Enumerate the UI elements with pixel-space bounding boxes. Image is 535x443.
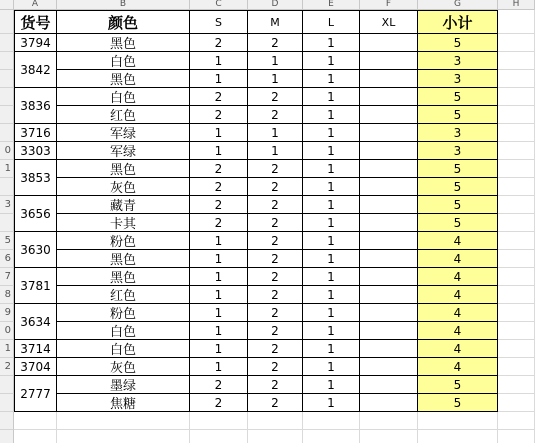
grid-cell[interactable] bbox=[498, 376, 535, 394]
size-xl-cell[interactable] bbox=[360, 304, 418, 322]
grid-cell[interactable] bbox=[190, 430, 248, 443]
row-header[interactable] bbox=[0, 178, 14, 196]
row-header[interactable]: 8 bbox=[0, 286, 14, 304]
grid-cell[interactable] bbox=[303, 430, 360, 443]
size-xl-cell[interactable] bbox=[360, 358, 418, 376]
grid-cell[interactable] bbox=[14, 430, 57, 443]
size-xl-cell[interactable] bbox=[360, 214, 418, 232]
grid-cell[interactable] bbox=[498, 142, 535, 160]
subtotal-cell[interactable]: 4 bbox=[418, 268, 498, 286]
size-m-cell[interactable]: 2 bbox=[248, 34, 303, 52]
size-xl-cell[interactable] bbox=[360, 142, 418, 160]
size-l-cell[interactable]: 1 bbox=[303, 340, 360, 358]
size-l-cell[interactable]: 1 bbox=[303, 196, 360, 214]
size-xl-cell[interactable] bbox=[360, 34, 418, 52]
row-header[interactable]: 1 bbox=[0, 160, 14, 178]
row-header[interactable]: 9 bbox=[0, 304, 14, 322]
size-m-cell[interactable]: 2 bbox=[248, 358, 303, 376]
column-header-f[interactable]: F bbox=[360, 0, 418, 10]
row-header[interactable] bbox=[0, 214, 14, 232]
size-m-cell[interactable]: 2 bbox=[248, 178, 303, 196]
size-l-cell[interactable]: 1 bbox=[303, 268, 360, 286]
size-m-cell[interactable]: 1 bbox=[248, 70, 303, 88]
subtotal-cell[interactable]: 5 bbox=[418, 34, 498, 52]
size-l-cell[interactable]: 1 bbox=[303, 214, 360, 232]
size-s-cell[interactable]: 1 bbox=[190, 70, 248, 88]
column-header-b[interactable]: B bbox=[57, 0, 190, 10]
grid-cell[interactable] bbox=[498, 10, 535, 34]
grid-cell[interactable] bbox=[57, 430, 190, 443]
size-xl-cell[interactable] bbox=[360, 340, 418, 358]
subtotal-cell[interactable]: 3 bbox=[418, 142, 498, 160]
grid-cell[interactable] bbox=[498, 286, 535, 304]
header-size-xl[interactable]: XL bbox=[360, 10, 418, 34]
grid-cell[interactable] bbox=[498, 322, 535, 340]
grid-cell[interactable] bbox=[418, 430, 498, 443]
size-m-cell[interactable]: 1 bbox=[248, 52, 303, 70]
subtotal-cell[interactable]: 5 bbox=[418, 88, 498, 106]
size-s-cell[interactable]: 2 bbox=[190, 34, 248, 52]
subtotal-cell[interactable]: 5 bbox=[418, 106, 498, 124]
size-xl-cell[interactable] bbox=[360, 268, 418, 286]
size-m-cell[interactable]: 2 bbox=[248, 286, 303, 304]
size-s-cell[interactable]: 2 bbox=[190, 376, 248, 394]
row-header[interactable] bbox=[0, 430, 14, 443]
item-number-cell[interactable]: 3716 bbox=[14, 124, 57, 142]
header-size-m[interactable]: M bbox=[248, 10, 303, 34]
column-header-g[interactable]: G bbox=[418, 0, 498, 10]
size-xl-cell[interactable] bbox=[360, 88, 418, 106]
color-cell[interactable]: 墨绿 bbox=[57, 376, 190, 394]
size-m-cell[interactable]: 2 bbox=[248, 322, 303, 340]
column-header-a[interactable]: A bbox=[14, 0, 57, 10]
color-cell[interactable]: 粉色 bbox=[57, 304, 190, 322]
color-cell[interactable]: 焦糖 bbox=[57, 394, 190, 412]
subtotal-cell[interactable]: 5 bbox=[418, 196, 498, 214]
row-header[interactable] bbox=[0, 10, 14, 34]
row-header[interactable]: 3 bbox=[0, 196, 14, 214]
column-header-c[interactable]: C bbox=[190, 0, 248, 10]
grid-cell[interactable] bbox=[190, 412, 248, 430]
color-cell[interactable]: 白色 bbox=[57, 88, 190, 106]
size-l-cell[interactable]: 1 bbox=[303, 286, 360, 304]
size-s-cell[interactable]: 1 bbox=[190, 52, 248, 70]
row-header[interactable] bbox=[0, 88, 14, 106]
size-l-cell[interactable]: 1 bbox=[303, 124, 360, 142]
color-cell[interactable]: 白色 bbox=[57, 322, 190, 340]
size-xl-cell[interactable] bbox=[360, 124, 418, 142]
grid-cell[interactable] bbox=[498, 412, 535, 430]
size-l-cell[interactable]: 1 bbox=[303, 394, 360, 412]
color-cell[interactable]: 白色 bbox=[57, 340, 190, 358]
size-m-cell[interactable]: 2 bbox=[248, 340, 303, 358]
header-size-l[interactable]: L bbox=[303, 10, 360, 34]
row-header[interactable] bbox=[0, 34, 14, 52]
size-l-cell[interactable]: 1 bbox=[303, 178, 360, 196]
color-cell[interactable]: 藏青 bbox=[57, 196, 190, 214]
row-header[interactable]: 1 bbox=[0, 340, 14, 358]
grid-cell[interactable] bbox=[498, 106, 535, 124]
grid-cell[interactable] bbox=[498, 214, 535, 232]
grid-cell[interactable] bbox=[498, 358, 535, 376]
size-m-cell[interactable]: 2 bbox=[248, 106, 303, 124]
size-m-cell[interactable]: 1 bbox=[248, 124, 303, 142]
size-xl-cell[interactable] bbox=[360, 178, 418, 196]
size-xl-cell[interactable] bbox=[360, 70, 418, 88]
grid-cell[interactable] bbox=[498, 34, 535, 52]
size-m-cell[interactable]: 2 bbox=[248, 250, 303, 268]
size-xl-cell[interactable] bbox=[360, 196, 418, 214]
header-color[interactable]: 颜色 bbox=[57, 10, 190, 34]
size-s-cell[interactable]: 2 bbox=[190, 106, 248, 124]
size-m-cell[interactable]: 2 bbox=[248, 88, 303, 106]
size-s-cell[interactable]: 2 bbox=[190, 394, 248, 412]
item-number-cell[interactable]: 3714 bbox=[14, 340, 57, 358]
subtotal-cell[interactable]: 5 bbox=[418, 160, 498, 178]
size-m-cell[interactable]: 2 bbox=[248, 232, 303, 250]
grid-cell[interactable] bbox=[498, 52, 535, 70]
grid-cell[interactable] bbox=[248, 412, 303, 430]
grid-cell[interactable] bbox=[498, 88, 535, 106]
size-s-cell[interactable]: 1 bbox=[190, 232, 248, 250]
size-s-cell[interactable]: 1 bbox=[190, 124, 248, 142]
color-cell[interactable]: 黑色 bbox=[57, 250, 190, 268]
subtotal-cell[interactable]: 4 bbox=[418, 304, 498, 322]
row-header[interactable]: 2 bbox=[0, 358, 14, 376]
subtotal-cell[interactable]: 5 bbox=[418, 394, 498, 412]
size-l-cell[interactable]: 1 bbox=[303, 142, 360, 160]
size-m-cell[interactable]: 2 bbox=[248, 304, 303, 322]
grid-cell[interactable] bbox=[14, 412, 57, 430]
color-cell[interactable]: 红色 bbox=[57, 286, 190, 304]
subtotal-cell[interactable]: 4 bbox=[418, 322, 498, 340]
size-s-cell[interactable]: 1 bbox=[190, 250, 248, 268]
size-l-cell[interactable]: 1 bbox=[303, 322, 360, 340]
size-s-cell[interactable]: 1 bbox=[190, 304, 248, 322]
grid-cell[interactable] bbox=[248, 430, 303, 443]
grid-cell[interactable] bbox=[57, 412, 190, 430]
color-cell[interactable]: 灰色 bbox=[57, 178, 190, 196]
grid-cell[interactable] bbox=[498, 196, 535, 214]
subtotal-cell[interactable]: 3 bbox=[418, 52, 498, 70]
grid-cell[interactable] bbox=[498, 232, 535, 250]
color-cell[interactable]: 红色 bbox=[57, 106, 190, 124]
row-header[interactable] bbox=[0, 394, 14, 412]
size-s-cell[interactable]: 2 bbox=[190, 178, 248, 196]
subtotal-cell[interactable]: 4 bbox=[418, 250, 498, 268]
item-number-cell[interactable]: 3303 bbox=[14, 142, 57, 160]
grid-cell[interactable] bbox=[418, 412, 498, 430]
item-number-cell[interactable]: 3704 bbox=[14, 358, 57, 376]
size-s-cell[interactable]: 2 bbox=[190, 160, 248, 178]
color-cell[interactable]: 卡其 bbox=[57, 214, 190, 232]
color-cell[interactable]: 军绿 bbox=[57, 124, 190, 142]
grid-cell[interactable] bbox=[303, 412, 360, 430]
size-xl-cell[interactable] bbox=[360, 106, 418, 124]
size-s-cell[interactable]: 2 bbox=[190, 88, 248, 106]
row-header[interactable] bbox=[0, 70, 14, 88]
row-header[interactable] bbox=[0, 412, 14, 430]
item-number-cell[interactable]: 3794 bbox=[14, 34, 57, 52]
grid-cell[interactable] bbox=[498, 250, 535, 268]
size-l-cell[interactable]: 1 bbox=[303, 106, 360, 124]
grid-cell[interactable] bbox=[360, 430, 418, 443]
size-xl-cell[interactable] bbox=[360, 232, 418, 250]
size-m-cell[interactable]: 2 bbox=[248, 196, 303, 214]
size-xl-cell[interactable] bbox=[360, 376, 418, 394]
size-s-cell[interactable]: 1 bbox=[190, 268, 248, 286]
size-s-cell[interactable]: 1 bbox=[190, 142, 248, 160]
size-s-cell[interactable]: 1 bbox=[190, 322, 248, 340]
subtotal-cell[interactable]: 3 bbox=[418, 70, 498, 88]
size-m-cell[interactable]: 2 bbox=[248, 214, 303, 232]
color-cell[interactable]: 白色 bbox=[57, 52, 190, 70]
header-subtotal[interactable]: 小计 bbox=[418, 10, 498, 34]
size-m-cell[interactable]: 2 bbox=[248, 376, 303, 394]
subtotal-cell[interactable]: 4 bbox=[418, 358, 498, 376]
header-size-s[interactable]: S bbox=[190, 10, 248, 34]
item-number-cell[interactable]: 2777 bbox=[14, 376, 57, 412]
row-header[interactable]: 0 bbox=[0, 142, 14, 160]
header-item-no[interactable]: 货号 bbox=[14, 10, 57, 34]
color-cell[interactable]: 黑色 bbox=[57, 268, 190, 286]
size-m-cell[interactable]: 2 bbox=[248, 160, 303, 178]
size-xl-cell[interactable] bbox=[360, 394, 418, 412]
row-header[interactable]: 0 bbox=[0, 322, 14, 340]
column-header-e[interactable]: E bbox=[303, 0, 360, 10]
size-l-cell[interactable]: 1 bbox=[303, 160, 360, 178]
size-l-cell[interactable]: 1 bbox=[303, 358, 360, 376]
subtotal-cell[interactable]: 5 bbox=[418, 376, 498, 394]
size-l-cell[interactable]: 1 bbox=[303, 250, 360, 268]
size-m-cell[interactable]: 1 bbox=[248, 142, 303, 160]
item-number-cell[interactable]: 3634 bbox=[14, 304, 57, 340]
size-s-cell[interactable]: 1 bbox=[190, 286, 248, 304]
size-s-cell[interactable]: 2 bbox=[190, 196, 248, 214]
size-xl-cell[interactable] bbox=[360, 52, 418, 70]
column-header-h[interactable]: H bbox=[498, 0, 535, 10]
size-xl-cell[interactable] bbox=[360, 286, 418, 304]
item-number-cell[interactable]: 3836 bbox=[14, 88, 57, 124]
grid-cell[interactable] bbox=[498, 268, 535, 286]
size-xl-cell[interactable] bbox=[360, 250, 418, 268]
size-l-cell[interactable]: 1 bbox=[303, 70, 360, 88]
subtotal-cell[interactable]: 5 bbox=[418, 214, 498, 232]
row-header[interactable]: 6 bbox=[0, 250, 14, 268]
grid-cell[interactable] bbox=[498, 430, 535, 443]
size-xl-cell[interactable] bbox=[360, 160, 418, 178]
size-s-cell[interactable]: 1 bbox=[190, 340, 248, 358]
size-l-cell[interactable]: 1 bbox=[303, 304, 360, 322]
row-header[interactable] bbox=[0, 376, 14, 394]
row-header[interactable]: 7 bbox=[0, 268, 14, 286]
item-number-cell[interactable]: 3781 bbox=[14, 268, 57, 304]
item-number-cell[interactable]: 3853 bbox=[14, 160, 57, 196]
select-all-corner[interactable] bbox=[0, 0, 14, 10]
grid-cell[interactable] bbox=[498, 394, 535, 412]
size-l-cell[interactable]: 1 bbox=[303, 232, 360, 250]
size-m-cell[interactable]: 2 bbox=[248, 268, 303, 286]
row-header[interactable] bbox=[0, 106, 14, 124]
item-number-cell[interactable]: 3630 bbox=[14, 232, 57, 268]
size-l-cell[interactable]: 1 bbox=[303, 88, 360, 106]
size-s-cell[interactable]: 2 bbox=[190, 214, 248, 232]
grid-cell[interactable] bbox=[498, 340, 535, 358]
row-header[interactable] bbox=[0, 52, 14, 70]
size-xl-cell[interactable] bbox=[360, 322, 418, 340]
grid-cell[interactable] bbox=[498, 160, 535, 178]
size-l-cell[interactable]: 1 bbox=[303, 52, 360, 70]
color-cell[interactable]: 粉色 bbox=[57, 232, 190, 250]
size-s-cell[interactable]: 1 bbox=[190, 358, 248, 376]
item-number-cell[interactable]: 3842 bbox=[14, 52, 57, 88]
subtotal-cell[interactable]: 5 bbox=[418, 178, 498, 196]
subtotal-cell[interactable]: 3 bbox=[418, 124, 498, 142]
column-header-d[interactable]: D bbox=[248, 0, 303, 10]
color-cell[interactable]: 灰色 bbox=[57, 358, 190, 376]
color-cell[interactable]: 黑色 bbox=[57, 160, 190, 178]
subtotal-cell[interactable]: 4 bbox=[418, 232, 498, 250]
subtotal-cell[interactable]: 4 bbox=[418, 340, 498, 358]
size-l-cell[interactable]: 1 bbox=[303, 34, 360, 52]
color-cell[interactable]: 黑色 bbox=[57, 70, 190, 88]
color-cell[interactable]: 军绿 bbox=[57, 142, 190, 160]
color-cell[interactable]: 黑色 bbox=[57, 34, 190, 52]
item-number-cell[interactable]: 3656 bbox=[14, 196, 57, 232]
grid-cell[interactable] bbox=[498, 178, 535, 196]
size-m-cell[interactable]: 2 bbox=[248, 394, 303, 412]
subtotal-cell[interactable]: 4 bbox=[418, 286, 498, 304]
row-header[interactable]: 5 bbox=[0, 232, 14, 250]
grid-cell[interactable] bbox=[498, 124, 535, 142]
grid-cell[interactable] bbox=[360, 412, 418, 430]
grid-cell[interactable] bbox=[498, 70, 535, 88]
row-header[interactable] bbox=[0, 124, 14, 142]
grid-cell[interactable] bbox=[498, 304, 535, 322]
size-l-cell[interactable]: 1 bbox=[303, 376, 360, 394]
